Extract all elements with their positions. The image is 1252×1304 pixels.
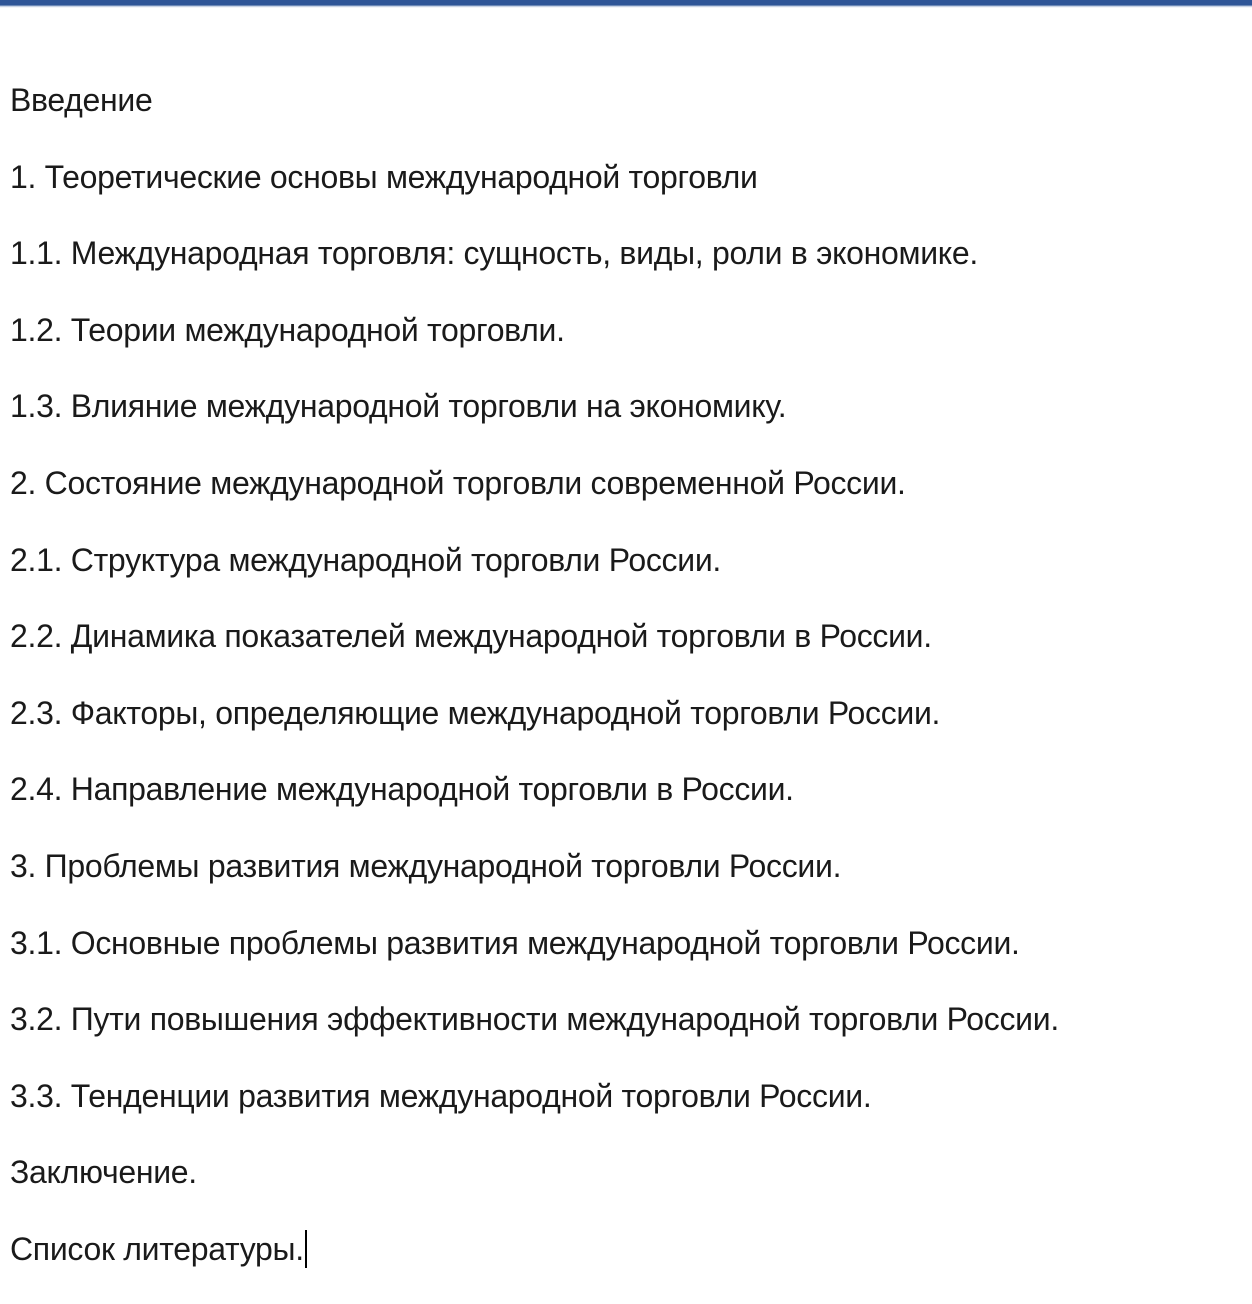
- toc-line-1-3[interactable]: 1.3. Влияние международной торговли на экономику.: [10, 388, 787, 425]
- toc-line-3-1[interactable]: 3.1. Основные проблемы развития международной торговли России.: [10, 924, 1020, 961]
- toc-line-references[interactable]: [10, 1227, 1240, 1304]
- toc-line-3-2[interactable]: 3.2. Пути повышения эффективности международной торговли России.: [10, 1001, 1059, 1038]
- toc-line-2-4[interactable]: 2.4. Направление международной торговли в России.: [10, 771, 794, 808]
- toc-line-1-1[interactable]: 1.1. Международная торговля: сущность, виды, роли в экономике.: [10, 235, 978, 272]
- toc-line-conclusion[interactable]: Заключение.: [10, 1154, 197, 1191]
- toc-line-introduction[interactable]: Введение: [10, 82, 153, 118]
- toc-line-chapter-2[interactable]: 2. Состояние международной торговли современной России.: [10, 464, 906, 501]
- toc-line-2-2[interactable]: 2.2. Динамика показателей международной торговли в России.: [10, 618, 932, 655]
- toc-line-2-3[interactable]: 2.3. Факторы, определяющие международной торговли России.: [10, 694, 941, 731]
- toc-line-chapter-3[interactable]: 3. Проблемы развития международной торговли России.: [10, 847, 842, 884]
- window-top-border: [0, 0, 1252, 8]
- toc-line-chapter-1[interactable]: 1. Теоретические основы международной торговли: [10, 158, 758, 195]
- document-body[interactable]: [10, 78, 1240, 1304]
- references-text: Список литературы.: [10, 1230, 304, 1267]
- toc-line-1-2[interactable]: 1.2. Теории международной торговли.: [10, 311, 565, 348]
- text-cursor: [305, 1230, 307, 1268]
- toc-line-3-3[interactable]: 3.3. Тенденции развития международной торговли России.: [10, 1077, 872, 1114]
- toc-line-2-1[interactable]: 2.1. Структура международной торговли России.: [10, 541, 721, 578]
